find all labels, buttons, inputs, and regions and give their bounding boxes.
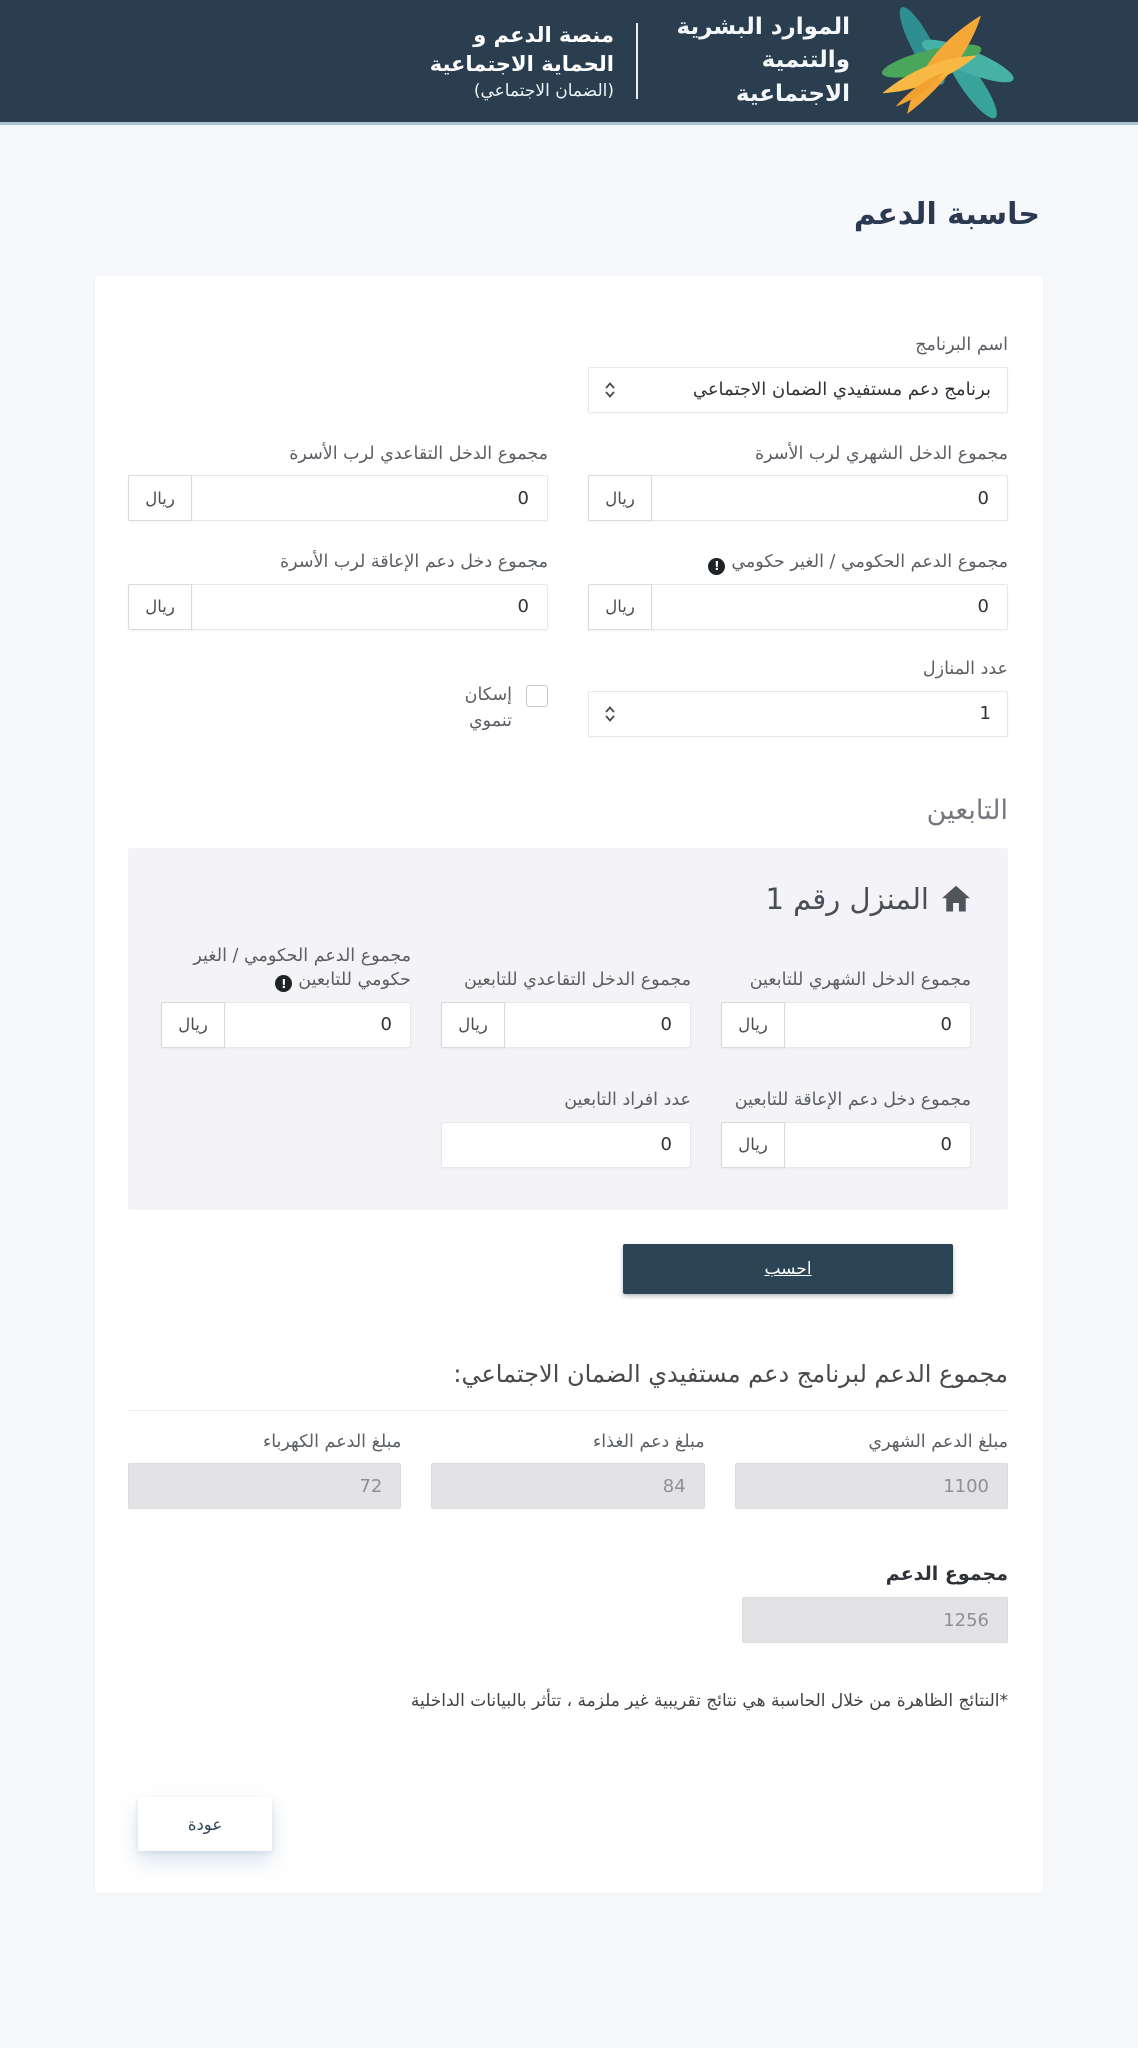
currency-addon: ريال bbox=[128, 475, 192, 521]
dep-gov-support-field bbox=[161, 942, 411, 1048]
program-field bbox=[588, 334, 1008, 413]
dep-gov-support-input[interactable]: 0 bbox=[224, 1002, 411, 1048]
result-electricity-support bbox=[128, 1431, 401, 1510]
disability-income-label: مجموع دخل دعم الإعاقة لرب الأسرة bbox=[280, 552, 548, 573]
program-select-value: برنامج دعم مستفيدي الضمان الاجتماعي bbox=[692, 379, 991, 401]
pension-income-field bbox=[128, 443, 548, 522]
info-icon[interactable]: ! bbox=[708, 558, 725, 575]
result-monthly-support-label: مبلغ الدعم الشهري bbox=[868, 1431, 1008, 1452]
header-divider bbox=[636, 23, 638, 99]
dependents-section-title: التابعين bbox=[926, 794, 1008, 826]
house-title: المنزل رقم 1 bbox=[161, 882, 971, 916]
dep-disability-income-input[interactable]: 0 bbox=[784, 1122, 971, 1168]
monthly-income-label: مجموع الدخل الشهري لرب الأسرة bbox=[755, 443, 1008, 464]
houses-count-select[interactable] bbox=[588, 691, 1008, 737]
dep-disability-income-field bbox=[721, 1062, 971, 1168]
monthly-income-field bbox=[588, 443, 1008, 522]
currency-addon: ريال bbox=[161, 1002, 225, 1048]
result-monthly-support bbox=[735, 1431, 1008, 1510]
result-food-support-value: 84 bbox=[431, 1463, 704, 1509]
currency-addon: ريال bbox=[441, 1002, 505, 1048]
house-panel bbox=[128, 848, 1008, 1210]
result-monthly-support-value: 1100 bbox=[735, 1463, 1008, 1509]
currency-addon: ريال bbox=[128, 584, 192, 630]
housing-checkbox[interactable] bbox=[526, 685, 548, 707]
app-header bbox=[0, 0, 1138, 125]
currency-addon: ريال bbox=[721, 1002, 785, 1048]
dep-pension-income-label: مجموع الدخل التقاعدي للتابعين bbox=[463, 969, 691, 990]
dep-members-count-label: عدد افراد التابعين bbox=[564, 1089, 691, 1110]
disability-income-input[interactable]: 0 bbox=[191, 584, 548, 630]
total-support-label: مجموع الدعم bbox=[885, 1563, 1008, 1586]
houses-count-label: عدد المنازل bbox=[922, 658, 1008, 679]
ministry-name: الموارد البشرية والتنمية الاجتماعية bbox=[676, 13, 850, 107]
dep-gov-support-label: مجموع الدعم الحكومي / الغير حكومي للتابعين! bbox=[193, 946, 411, 991]
total-support-value: 1256 bbox=[742, 1597, 1008, 1643]
info-icon[interactable]: ! bbox=[275, 975, 292, 992]
gov-support-label: مجموع الدعم الحكومي / الغير حكومي! bbox=[588, 551, 1008, 575]
dep-disability-income-label: مجموع دخل دعم الإعاقة للتابعين bbox=[734, 1089, 971, 1110]
calculator-card bbox=[95, 276, 1043, 1893]
pension-income-input[interactable]: 0 bbox=[191, 475, 548, 521]
dep-monthly-income-label: مجموع الدخل الشهري للتابعين bbox=[749, 969, 971, 990]
disability-income-field bbox=[128, 551, 548, 630]
gov-support-input[interactable]: 0 bbox=[651, 584, 1008, 630]
currency-addon: ريال bbox=[588, 584, 652, 630]
result-electricity-support-label: مبلغ الدعم الكهرباء bbox=[262, 1431, 402, 1452]
results-heading: مجموع الدعم لبرنامج دعم مستفيدي الضمان الاجتماعي: bbox=[453, 1359, 1008, 1388]
results-disclaimer: *النتائج الظاهرة من خلال الحاسبة هي نتائج تقريبية غير ملزمة ، تتأثر بالبيانات الداخلية bbox=[410, 1691, 1008, 1712]
program-select[interactable] bbox=[588, 367, 1008, 413]
houses-count-value: 1 bbox=[979, 703, 991, 724]
page-title: حاسبة الدعم bbox=[853, 197, 1040, 232]
currency-addon: ريال bbox=[721, 1122, 785, 1168]
dep-monthly-income-field bbox=[721, 942, 971, 1048]
monthly-income-input[interactable]: 0 bbox=[651, 475, 1008, 521]
result-food-support bbox=[431, 1431, 704, 1510]
result-electricity-support-value: 72 bbox=[128, 1463, 401, 1509]
gov-support-field bbox=[588, 551, 1008, 630]
home-icon bbox=[941, 885, 971, 913]
program-label: اسم البرنامج bbox=[915, 335, 1008, 355]
housing-checkbox-field bbox=[128, 658, 548, 737]
dep-monthly-income-input[interactable]: 0 bbox=[784, 1002, 971, 1048]
result-food-support-label: مبلغ دعم الغذاء bbox=[592, 1431, 705, 1452]
calculate-button[interactable]: احسب bbox=[623, 1244, 953, 1294]
chevron-updown-icon bbox=[603, 705, 617, 723]
back-button[interactable]: عودة bbox=[138, 1797, 272, 1851]
chevron-updown-icon bbox=[603, 381, 617, 399]
ministry-logo-icon bbox=[854, 2, 1034, 120]
results-divider bbox=[128, 1410, 1008, 1411]
platform-name: منصة الدعم و الحماية الاجتماعية (الضمان الاجتماعي) bbox=[429, 22, 614, 102]
housing-checkbox-label: إسكان تنموي bbox=[464, 684, 512, 732]
houses-count-field bbox=[588, 658, 1008, 737]
pension-income-label: مجموع الدخل التقاعدي لرب الأسرة bbox=[289, 443, 548, 464]
dep-members-count-field bbox=[441, 1062, 691, 1168]
dep-pension-income-input[interactable]: 0 bbox=[504, 1002, 691, 1048]
dep-members-count-input[interactable]: 0 bbox=[441, 1122, 691, 1168]
currency-addon: ريال bbox=[588, 475, 652, 521]
dep-pension-income-field bbox=[441, 942, 691, 1048]
